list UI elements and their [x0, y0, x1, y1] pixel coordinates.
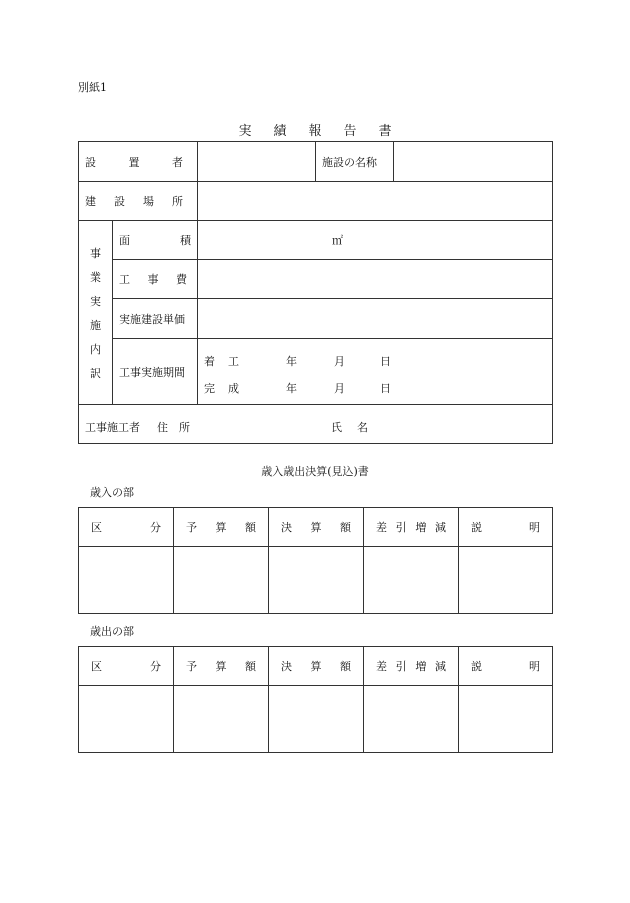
header-category: 区 分 — [79, 508, 174, 547]
facility-name-value[interactable] — [394, 142, 553, 182]
table-cell[interactable] — [174, 686, 269, 753]
month-unit: 月 — [334, 381, 345, 395]
contractor-row[interactable] — [79, 405, 553, 444]
header-settlement: 決 算 額 — [269, 508, 364, 547]
header-difference: 差 引 増 減 — [364, 508, 459, 547]
header-budget: 予 算 額 — [174, 508, 269, 547]
table-cell[interactable] — [364, 686, 459, 753]
facility-name-label: 施設の名称 — [316, 142, 394, 182]
settlement-title: 歳入歳出決算(見込)書 — [261, 465, 369, 478]
day-unit: 日 — [380, 354, 391, 368]
cost-value[interactable] — [198, 260, 553, 299]
name-label: 名 — [357, 420, 368, 434]
name-label: 氏 — [331, 420, 342, 434]
year-unit: 年 — [286, 381, 297, 395]
table-cell[interactable] — [174, 547, 269, 614]
start-label: 着 — [204, 354, 215, 368]
year-unit: 年 — [286, 354, 297, 368]
attachment-label: 別紙1 — [78, 81, 107, 94]
title-char: 績 — [273, 124, 287, 139]
location-value[interactable] — [198, 182, 553, 221]
address-label: 住 — [157, 420, 168, 434]
contractor-label: 工事施工者 — [85, 420, 140, 434]
header-remarks: 説 明 — [459, 647, 553, 686]
unit-price-label: 実施建設単価 — [113, 299, 198, 339]
table-cell[interactable] — [269, 686, 364, 753]
table-cell[interactable] — [364, 547, 459, 614]
unit-price-value[interactable] — [198, 299, 553, 339]
page-title — [200, 120, 430, 139]
period-label: 工事実施期間 — [113, 339, 198, 405]
table-cell[interactable] — [79, 686, 174, 753]
period-value[interactable] — [198, 339, 553, 405]
revenue-table — [78, 507, 553, 614]
installer-value[interactable] — [198, 142, 316, 182]
report-table — [78, 141, 553, 444]
table-cell[interactable] — [269, 547, 364, 614]
table-cell[interactable] — [459, 547, 553, 614]
table-cell[interactable] — [459, 686, 553, 753]
header-settlement: 決 算 額 — [269, 647, 364, 686]
expenditure-section-label: 歳出の部 — [90, 625, 134, 638]
area-unit: ㎡ — [332, 234, 343, 247]
title-char: 書 — [378, 124, 392, 139]
title-char: 実 — [238, 124, 252, 139]
table-cell[interactable] — [79, 547, 174, 614]
expenditure-table — [78, 646, 553, 753]
area-label: 面 積 — [113, 221, 198, 260]
title-char: 報 — [308, 124, 322, 139]
location-label: 建 設 場 所 — [79, 182, 198, 221]
installer-label: 設 置 者 — [79, 142, 198, 182]
start-label: 工 — [228, 354, 239, 368]
header-category: 区 分 — [79, 647, 174, 686]
header-budget: 予 算 額 — [174, 647, 269, 686]
finish-label: 完 — [204, 381, 215, 395]
revenue-section-label: 歳入の部 — [90, 486, 134, 499]
month-unit: 月 — [334, 354, 345, 368]
day-unit: 日 — [380, 381, 391, 395]
area-value[interactable] — [198, 221, 553, 260]
finish-label: 成 — [228, 381, 239, 395]
address-label: 所 — [179, 420, 190, 434]
cost-label: 工 事 費 — [113, 260, 198, 299]
header-difference: 差 引 増 減 — [364, 647, 459, 686]
project-breakdown-label: 事 業 実 施 内 訳 — [79, 221, 113, 405]
header-remarks: 説 明 — [459, 508, 553, 547]
title-char: 告 — [343, 124, 357, 139]
